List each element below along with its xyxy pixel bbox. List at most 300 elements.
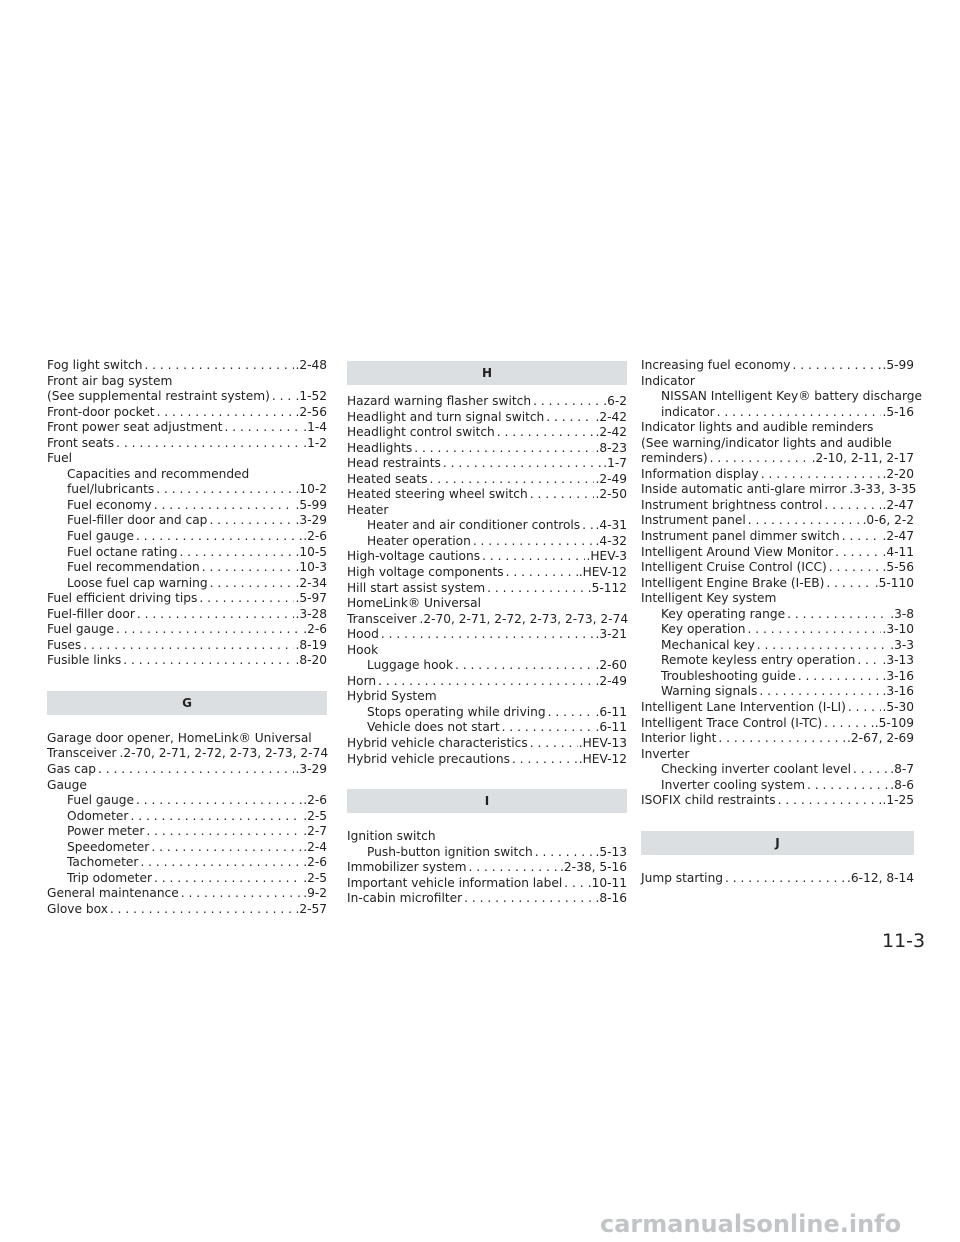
index-entry-page: .3-29 bbox=[295, 513, 327, 528]
dot-leader bbox=[798, 669, 882, 685]
dot-leader bbox=[151, 840, 302, 856]
spacer bbox=[347, 813, 627, 829]
dot-leader bbox=[824, 498, 881, 514]
index-entry bbox=[641, 576, 914, 592]
index-entry bbox=[47, 762, 327, 778]
index-entry-page: .3-3 bbox=[890, 637, 914, 652]
dot-leader bbox=[146, 824, 302, 840]
index-entry-page: .6-11 bbox=[595, 720, 627, 735]
index-entry-term: Heated steering wheel switch bbox=[347, 487, 528, 502]
index-entry-page: .6-12, 8-14 bbox=[847, 870, 914, 885]
index-entry bbox=[47, 622, 327, 638]
index-entry-term: Important vehicle information label bbox=[347, 875, 563, 890]
index-entry-term: Immobilizer system bbox=[347, 860, 467, 875]
dot-leader bbox=[748, 622, 882, 638]
dot-leader bbox=[140, 855, 302, 871]
index-column-2 bbox=[347, 358, 627, 907]
index-entry-term: Vehicle does not start bbox=[367, 720, 500, 735]
index-entry-page: .5-16 bbox=[882, 404, 914, 419]
index-entry-term: Horn bbox=[347, 673, 377, 688]
index-entry-page: .0-6, 2-2 bbox=[862, 513, 914, 528]
index-entry bbox=[47, 498, 327, 514]
index-entry-page: .9-2 bbox=[303, 886, 327, 901]
index-entry-term: Intelligent Lane Intervention (I-LI) bbox=[641, 700, 846, 715]
index-entry-term: Key operation bbox=[661, 622, 746, 637]
dot-leader bbox=[718, 731, 846, 747]
dot-leader bbox=[123, 653, 294, 669]
dot-leader bbox=[502, 720, 595, 736]
dot-leader bbox=[199, 591, 294, 607]
index-entry-term: Power meter bbox=[67, 824, 145, 839]
index-entry-page: .5-112 bbox=[587, 580, 627, 595]
index-heading: Garage door opener, HomeLink® Universal bbox=[47, 730, 312, 745]
index-entry bbox=[47, 482, 327, 498]
index-entry bbox=[47, 840, 327, 856]
index-heading: Fuel bbox=[47, 451, 72, 466]
index-entry bbox=[641, 700, 914, 716]
dot-leader bbox=[857, 653, 881, 669]
index-entry-page: .2-42 bbox=[595, 425, 627, 440]
index-entry-page: .2-57 bbox=[295, 901, 327, 916]
dot-leader bbox=[154, 871, 302, 887]
index-entry-term: Headlight and turn signal switch bbox=[347, 409, 545, 424]
dot-leader bbox=[546, 410, 594, 426]
index-entry-page: .8-16 bbox=[595, 891, 627, 906]
index-entry-term: Luggage hook bbox=[367, 658, 454, 673]
index-entry bbox=[641, 716, 914, 732]
index-entry-page: .2-70, 2-71, 2-72, 2-73, 2-73, 2-74 bbox=[119, 746, 329, 761]
dot-leader bbox=[535, 845, 595, 861]
index-entry-page: .2-42 bbox=[595, 409, 627, 424]
index-entry-page: .3-13 bbox=[882, 653, 914, 668]
index-entry-page: .1-4 bbox=[303, 420, 327, 435]
index-entry-term: Heater and air conditioner controls bbox=[367, 518, 581, 533]
index-entry bbox=[641, 871, 914, 887]
index-entry-page: .8-7 bbox=[890, 762, 914, 777]
spacer bbox=[641, 855, 914, 871]
index-entry-term: fuel/lubricants bbox=[67, 482, 155, 497]
dot-leader bbox=[717, 405, 882, 421]
index-entry-page: .2-48 bbox=[295, 358, 327, 372]
index-entry-page: .2-5 bbox=[303, 870, 327, 885]
index-entry bbox=[347, 518, 627, 534]
index-entry-page: .HEV-13 bbox=[578, 736, 627, 751]
index-heading: HomeLink® Universal bbox=[347, 596, 481, 611]
index-entry bbox=[47, 824, 327, 840]
index-entry bbox=[641, 762, 914, 778]
index-heading: Front air bag system bbox=[47, 373, 173, 388]
section-header: I bbox=[347, 789, 627, 813]
index-entry-term: Interior light bbox=[641, 731, 717, 746]
index-entry-term: Tachometer bbox=[67, 855, 139, 870]
index-entry-page: .5-99 bbox=[295, 497, 327, 512]
section-header: J bbox=[641, 831, 914, 855]
index-entry-page: .5-99 bbox=[882, 358, 914, 372]
index-entry-term: Intelligent Engine Brake (I-EB) bbox=[641, 575, 825, 590]
index-entry-page: .5-13 bbox=[595, 844, 627, 859]
dot-leader bbox=[787, 607, 889, 623]
index-entry-term: Checking inverter coolant level bbox=[661, 762, 852, 777]
dot-leader bbox=[116, 436, 302, 452]
index-entry-term: Heated seats bbox=[347, 471, 428, 486]
index-heading: Ignition switch bbox=[347, 829, 436, 844]
index-entry-term: Increasing fuel economy bbox=[641, 358, 791, 372]
dot-leader bbox=[826, 576, 873, 592]
dot-leader bbox=[202, 560, 295, 576]
index-entry-term: Warning signals bbox=[661, 684, 758, 699]
index-entry bbox=[347, 658, 627, 674]
index-entry-term: Fog light switch bbox=[47, 358, 143, 372]
index-entry bbox=[347, 876, 627, 892]
index-entry bbox=[641, 669, 914, 685]
index-entry bbox=[47, 653, 327, 669]
index-entry-page: .10-3 bbox=[295, 560, 327, 575]
index-entry-page: .8-19 bbox=[295, 637, 327, 652]
index-entry-term: Headlight control switch bbox=[347, 425, 495, 440]
index-entry-page: .6-11 bbox=[595, 704, 627, 719]
index-entry-term: High-voltage cautions bbox=[347, 549, 481, 564]
index-entry-page: .2-5 bbox=[303, 808, 327, 823]
index-entry-term: Speedometer bbox=[67, 839, 150, 854]
dot-leader bbox=[824, 716, 874, 732]
dot-leader bbox=[181, 886, 302, 902]
index-heading: Heater bbox=[347, 502, 389, 517]
index-entry-term: High voltage components bbox=[347, 565, 504, 580]
index-entry bbox=[641, 467, 914, 483]
index-entry bbox=[47, 420, 327, 436]
index-entry-page: .2-49 bbox=[595, 471, 627, 486]
index-entry bbox=[347, 736, 627, 752]
watermark: carmanualsonline.info bbox=[600, 1210, 902, 1238]
index-entry-term: Remote keyless entry operation bbox=[661, 653, 856, 668]
index-entry bbox=[347, 549, 627, 565]
index-entry-page: .10-5 bbox=[295, 544, 327, 559]
dot-leader bbox=[761, 467, 882, 483]
index-entry-term: Hazard warning flasher switch bbox=[347, 394, 532, 408]
dot-leader bbox=[759, 684, 881, 700]
index-entry-page: .2-6 bbox=[303, 793, 327, 808]
index-entry-page: .4-31 bbox=[595, 518, 627, 533]
index-entry bbox=[347, 860, 627, 876]
index-entry-page: .3-8 bbox=[890, 606, 914, 621]
index-entry bbox=[47, 436, 327, 452]
dot-leader bbox=[530, 736, 578, 752]
index-entry-term: Key operating range bbox=[661, 606, 786, 621]
index-entry-page: .3-29 bbox=[295, 762, 327, 777]
index-entry bbox=[347, 752, 627, 768]
index-entry-page: .2-50 bbox=[595, 487, 627, 502]
index-entry bbox=[347, 627, 627, 643]
index-entry bbox=[347, 720, 627, 736]
index-entry-page: .1-7 bbox=[603, 456, 627, 471]
index-entry-page: .8-23 bbox=[595, 440, 627, 455]
index-entry-term: Fuel efficient driving tips bbox=[47, 591, 198, 606]
dot-leader bbox=[136, 793, 302, 809]
index-entry bbox=[347, 456, 627, 472]
dot-leader bbox=[710, 451, 811, 467]
index-entry bbox=[347, 581, 627, 597]
index-entry-term: Front power seat adjustment bbox=[47, 420, 223, 435]
index-entry-page: .2-4 bbox=[303, 839, 327, 854]
index-entry bbox=[641, 607, 914, 623]
index-entry bbox=[47, 793, 327, 809]
index-entry-term: Headlights bbox=[347, 440, 413, 455]
index-entry bbox=[347, 674, 627, 690]
index-entry bbox=[641, 545, 914, 561]
index-entry bbox=[47, 576, 327, 592]
spacer bbox=[47, 669, 327, 691]
index-heading: Inverter bbox=[641, 746, 690, 761]
index-entry bbox=[47, 513, 327, 529]
index-entry bbox=[347, 565, 627, 581]
index-entry bbox=[347, 705, 627, 721]
index-entry-term: Push-button ignition switch bbox=[367, 844, 533, 859]
index-entry-page: .10-11 bbox=[587, 875, 627, 890]
dot-leader bbox=[469, 860, 560, 876]
dot-leader bbox=[136, 529, 302, 545]
index-entry bbox=[47, 886, 327, 902]
dot-leader bbox=[110, 902, 295, 918]
dot-leader bbox=[497, 425, 595, 441]
index-entry-page: .3-16 bbox=[882, 684, 914, 699]
index-entry-term: Fuel recommendation bbox=[67, 560, 200, 575]
index-entry-term: Jump starting bbox=[641, 870, 724, 885]
index-entry bbox=[347, 425, 627, 441]
index-entry-page: .2-60 bbox=[595, 658, 627, 673]
index-entry-page: .3-10 bbox=[882, 622, 914, 637]
index-entry-term: Fuses bbox=[47, 637, 82, 652]
dot-leader bbox=[725, 871, 846, 887]
dot-leader bbox=[835, 545, 881, 561]
dot-leader bbox=[793, 358, 882, 374]
index-entry bbox=[47, 638, 327, 654]
dot-leader bbox=[848, 700, 882, 716]
index-entry-page: .2-10, 2-11, 2-17 bbox=[811, 451, 914, 466]
index-entry-page: .2-7 bbox=[303, 824, 327, 839]
index-entry bbox=[641, 358, 914, 374]
index-entry-term: Fuel octane rating bbox=[67, 544, 178, 559]
index-entry-page: .4-11 bbox=[882, 544, 914, 559]
index-entry bbox=[47, 607, 327, 623]
dot-leader bbox=[778, 793, 882, 809]
dot-leader bbox=[829, 560, 882, 576]
dot-leader bbox=[748, 513, 862, 529]
index-entry-page: .1-52 bbox=[295, 389, 327, 404]
dot-leader bbox=[582, 518, 594, 534]
dot-leader bbox=[482, 549, 585, 565]
index-entry-page: .10-2 bbox=[295, 482, 327, 497]
index-heading: NISSAN Intelligent Key® battery discharge bbox=[661, 389, 923, 404]
index-entry bbox=[347, 394, 627, 410]
index-entry-term: Glove box bbox=[47, 901, 108, 916]
index-entry bbox=[347, 472, 627, 488]
index-entry bbox=[641, 684, 914, 700]
index-heading: Indicator lights and audible reminders bbox=[641, 420, 874, 435]
index-entry-page: .2-38, 5-16 bbox=[560, 860, 627, 875]
index-entry bbox=[641, 405, 914, 421]
dot-leader bbox=[842, 529, 882, 545]
index-entry bbox=[641, 529, 914, 545]
index-entry bbox=[47, 902, 327, 918]
index-entry bbox=[347, 441, 627, 457]
index-entry bbox=[641, 793, 914, 809]
index-entry-term: Fuel-filler door bbox=[47, 606, 135, 621]
index-entry-term: Fuel-filler door and cap bbox=[67, 513, 208, 528]
spacer bbox=[47, 715, 327, 731]
index-entry-term: Mechanical key bbox=[661, 637, 755, 652]
index-entry-page: .3-21 bbox=[595, 627, 627, 642]
index-entry bbox=[47, 809, 327, 825]
index-entry bbox=[641, 731, 914, 747]
index-entry bbox=[47, 871, 327, 887]
index-entry-term: Fuel gauge bbox=[67, 793, 134, 808]
index-entry bbox=[47, 560, 327, 576]
index-entry-term: Information display bbox=[641, 466, 759, 481]
index-entry-page: .2-49 bbox=[595, 673, 627, 688]
spacer bbox=[347, 385, 627, 394]
index-entry bbox=[641, 451, 914, 467]
dot-leader bbox=[378, 674, 594, 690]
index-entry-term: Fusible links bbox=[47, 653, 122, 668]
index-entry-term: Troubleshooting guide bbox=[661, 668, 796, 683]
index-entry-term: Fuel gauge bbox=[67, 529, 134, 544]
index-heading: (See warning/indicator lights and audible bbox=[641, 435, 892, 450]
index-heading: Hook bbox=[347, 642, 379, 657]
index-entry-page: .2-56 bbox=[295, 404, 327, 419]
dot-leader bbox=[209, 513, 294, 529]
index-entry-term: ISOFIX child restraints bbox=[641, 793, 776, 808]
index-entry-term: Instrument brightness control bbox=[641, 497, 823, 512]
index-entry-page: .1-25 bbox=[882, 793, 914, 808]
index-column-3 bbox=[641, 358, 923, 886]
index-entry bbox=[641, 638, 914, 654]
index-entry-page: .HEV-12 bbox=[578, 751, 627, 766]
index-entry-term: Hill start assist system bbox=[347, 580, 486, 595]
index-entry-term: Front seats bbox=[47, 435, 115, 450]
index-entry-term: Transceiver bbox=[347, 611, 417, 626]
dot-leader bbox=[533, 394, 602, 410]
index-entry bbox=[347, 612, 627, 628]
index-entry-page: .5-110 bbox=[874, 575, 914, 590]
dot-leader bbox=[512, 752, 578, 768]
dot-leader bbox=[225, 420, 303, 436]
index-entry-term: Instrument panel dimmer switch bbox=[641, 529, 840, 544]
index-entry bbox=[347, 410, 627, 426]
index-entry-term: Fuel gauge bbox=[47, 622, 114, 637]
index-entry-term: Trip odometer bbox=[67, 870, 152, 885]
index-entry-page: .2-6 bbox=[303, 855, 327, 870]
index-entry-term: reminders) bbox=[641, 451, 708, 466]
dot-leader bbox=[154, 498, 295, 514]
section-header: H bbox=[347, 361, 627, 385]
dot-leader bbox=[381, 627, 595, 643]
index-entry-page: .HEV-3 bbox=[586, 549, 627, 564]
index-entry bbox=[347, 534, 627, 550]
dot-leader bbox=[506, 565, 578, 581]
dot-leader bbox=[464, 891, 594, 907]
index-entry-term: Head restraints bbox=[347, 456, 441, 471]
dot-leader bbox=[487, 581, 587, 597]
dot-leader bbox=[98, 762, 294, 778]
index-entry-term: Loose fuel cap warning bbox=[67, 575, 208, 590]
index-entry bbox=[641, 653, 914, 669]
index-entry bbox=[347, 891, 627, 907]
index-entry bbox=[47, 529, 327, 545]
dot-leader bbox=[757, 638, 889, 654]
index-entry bbox=[47, 405, 327, 421]
index-entry-term: Gas cap bbox=[47, 762, 97, 777]
index-entry-term: Inverter cooling system bbox=[661, 777, 805, 792]
index-entry-term: indicator bbox=[661, 404, 715, 419]
index-entry-term: Transceiver bbox=[47, 746, 117, 761]
index-entry-page: .2-47 bbox=[882, 529, 914, 544]
index-heading: Indicator bbox=[641, 373, 695, 388]
dot-leader bbox=[83, 638, 294, 654]
index-entry-page: .2-34 bbox=[295, 575, 327, 590]
index-entry-page: .4-32 bbox=[595, 533, 627, 548]
dot-leader bbox=[807, 778, 889, 794]
index-entry-page: .1-2 bbox=[303, 435, 327, 450]
dot-leader bbox=[137, 607, 295, 623]
index-entry-page: .8-6 bbox=[890, 777, 914, 792]
dot-leader bbox=[272, 389, 295, 405]
dot-leader bbox=[530, 487, 595, 503]
index-entry-term: Inside automatic anti-glare mirror bbox=[641, 482, 847, 497]
index-entry-page: .8-20 bbox=[295, 653, 327, 668]
index-entry-term: (See supplemental restraint system) bbox=[47, 389, 270, 404]
index-entry bbox=[641, 513, 914, 529]
index-entry bbox=[347, 845, 627, 861]
index-entry bbox=[641, 482, 917, 498]
index-entry-term: Hood bbox=[347, 627, 379, 642]
dot-leader bbox=[210, 576, 295, 592]
index-entry bbox=[47, 855, 327, 871]
index-entry-page: .5-56 bbox=[882, 560, 914, 575]
dot-leader bbox=[144, 358, 294, 374]
index-entry-term: In-cabin microfilter bbox=[347, 891, 463, 906]
index-entry-page: .6-2 bbox=[603, 394, 627, 408]
index-entry-term: Instrument panel bbox=[641, 513, 746, 528]
dot-leader bbox=[564, 876, 586, 892]
dot-leader bbox=[156, 482, 294, 498]
dot-leader bbox=[157, 405, 295, 421]
index-entry-page: .2-6 bbox=[303, 529, 327, 544]
index-entry-page: .2-67, 2-69 bbox=[847, 731, 914, 746]
index-entry-page: .2-20 bbox=[882, 466, 914, 481]
dot-leader bbox=[429, 472, 594, 488]
dot-leader bbox=[853, 762, 889, 778]
dot-leader bbox=[455, 658, 594, 674]
index-entry-page: .3-16 bbox=[882, 668, 914, 683]
index-entry bbox=[47, 389, 327, 405]
index-entry-term: Hybrid vehicle precautions bbox=[347, 751, 510, 766]
spacer bbox=[347, 767, 627, 789]
index-entry-term: Hybrid vehicle characteristics bbox=[347, 736, 528, 751]
index-entry-page: .2-70, 2-71, 2-72, 2-73, 2-73, 2-74 bbox=[419, 611, 629, 626]
index-entry bbox=[47, 545, 327, 561]
page-number: 11-3 bbox=[882, 930, 926, 952]
index-entry-term: Odometer bbox=[67, 808, 129, 823]
index-heading: Gauge bbox=[47, 777, 87, 792]
index-heading: Capacities and recommended bbox=[67, 466, 250, 481]
dot-leader bbox=[179, 545, 294, 561]
index-entry-page: .5-30 bbox=[882, 700, 914, 715]
index-heading: Intelligent Key system bbox=[641, 591, 777, 606]
index-entry-term: Intelligent Around View Monitor bbox=[641, 544, 834, 559]
index-entry bbox=[641, 778, 914, 794]
index-entry-term: Intelligent Cruise Control (ICC) bbox=[641, 560, 827, 575]
spacer bbox=[641, 809, 914, 831]
